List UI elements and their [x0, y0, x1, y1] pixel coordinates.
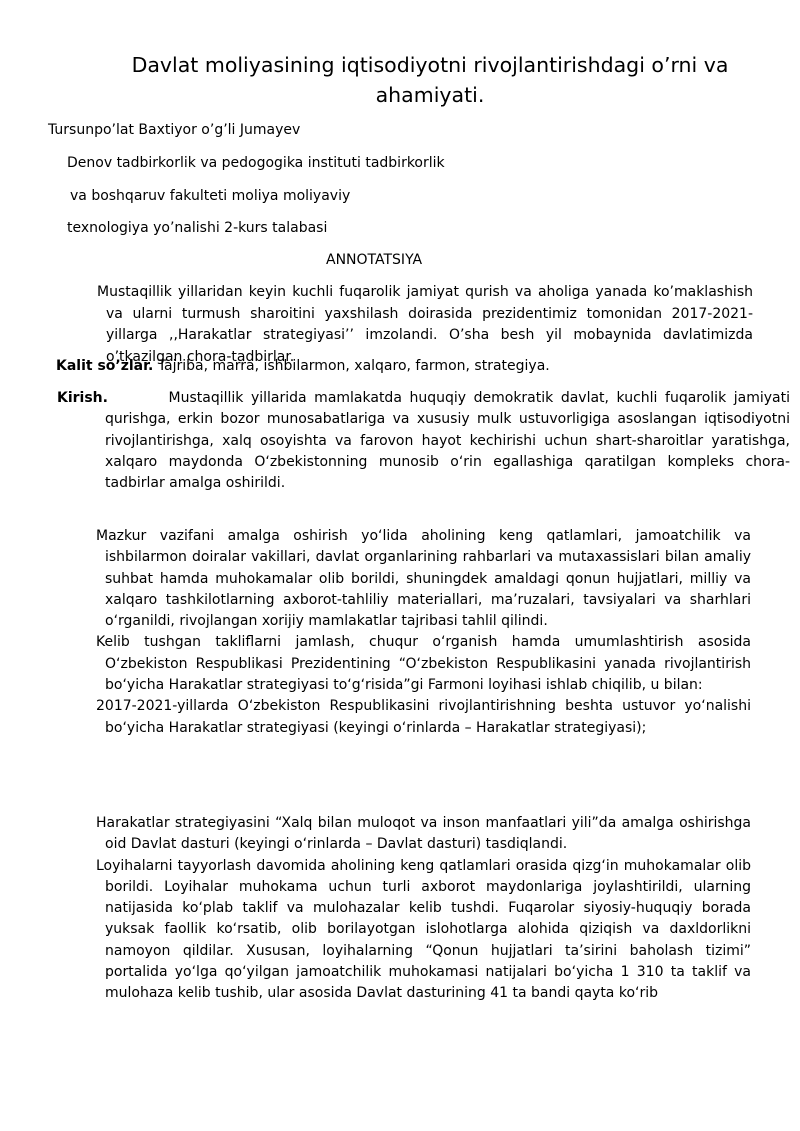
body-paragraph: Kelib tushgan takliflarni jamlash, chuqur o‘rganish hamda umumlashtirish asosida O‘zbekiston Respublikasi Prezidentining “O‘zbekiston Respublikasini yanada rivojlantirish bo‘yicha Harakatlar strategiyasi to‘g‘risida”gi Farmoni loyihasi ishlab chiqilib, u bilan: — [96, 634, 751, 694]
body-section-2 — [96, 813, 751, 1005]
body-paragraph: Harakatlar strategiyasini “Xalq bilan muloqot va inson manfaatlari yili”da amalga oshirishga oid Davlat dasturi (keyingi o‘rinlarda – Davlat dasturi) tasdiqlandi. — [96, 815, 751, 853]
affiliation-line: va boshqaruv fakulteti moliya moliyaviy — [70, 188, 351, 204]
keywords — [56, 356, 550, 376]
affiliation-line: Denov tadbirkorlik va pedogogika instituti tadbirkorlik — [67, 155, 445, 171]
affiliation-line: texnologiya yo’nalishi 2-kurs talabasi — [67, 220, 328, 236]
body-section-1 — [96, 526, 751, 739]
annotation-text: Mustaqillik yillaridan keyin kuchli fuqarolik jamiyat qurish va aholiga yanada ko’maklashish va ularni turmush sharoitini yaxshilash doirasida prezidentimiz tomonidan 2017-2021-yillarga ,,Harakatlar strategiyasi’’ imzolandi. O’sha besh yil mobaynida davlatimizda o’tkazilgan chora-tadbirlar. — [97, 284, 753, 365]
body-paragraph: Loyihalarni tayyorlash davomida aholining keng qatlamlari orasida qizg‘in muhokamalar olib borildi. Loyihalar muhokama uchun turli axborot maydonlariga joylashtirildi, ularning natijasida ko‘plab taklif va mulohazalar kelib tushdi. Fuqarolar siyosiy-huquqiy borada yuksak faollik ko‘rsatib, olib borilayotgan islohotlarga alohida qiziqish va daxldorlikni namoyon qildilar. Xususan, loyihalarning “Qonun hujjatlari ta’sirini baholash tizimi” portalida yo‘lga qo‘yilgan jamoatchilik muhokamasi natijalari bo‘yicha 1 310 ta taklif va mulohaza kelib tushib, ular asosida Davlat dasturining 41 ta bandi qayta ko‘rib — [96, 857, 751, 1002]
intro-label: Kirish. — [57, 390, 108, 406]
keywords-text: Tajriba, marra, ishbilarmon, xalqaro, farmon, strategiya. — [157, 358, 550, 374]
body-paragraph: Mazkur vazifani amalga oshirish yo‘lida aholining keng qatlamlari, jamoatchilik va ishbilarmon doiralar vakillari, davlat organlarining rahbarlari va mutaxassislari bilan amaliy suhbat hamda muhokamalar olib borildi, shuningdek amaldagi qonun hujjatlari, milliy va xalqaro tashkilotlarning axborot-tahliliy materiallari, ma’ruzalari, tavsiyalari va sharhlari o‘rganildi, rivojlangan xorijiy mamlakatlar tajribasi tahlil qilindi. — [96, 528, 751, 630]
keywords-label: Kalit so’zlar. — [56, 358, 154, 374]
paper-title: Davlat moliyasining iqtisodiyotni rivojlantirishdagi o’rni va ahamiyati. — [131, 53, 729, 107]
author-name: Tursunpo’lat Baxtiyor o’g’li Jumayev — [48, 122, 301, 138]
intro-text: Mustaqillik yillarida mamlakatda huquqiy demokratik davlat, kuchli fuqarolik jamiyati qurishga, erkin bozor munosabatlariga va xususiy mulk ustuvorligiga asoslangan iqtisodiyotni rivojlantirishga, xalq osoyishta va farovon hayot kechirishi uchun shart-sharoitlar yaratishga, xalqaro maydonda O‘zbekistonning munosib o‘rin egallashiga qaratilgan kompleks chora-tadbirlar amalga oshirildi. — [105, 390, 790, 492]
intro-paragraph — [57, 388, 790, 494]
annotation-heading: ANNOTATSIYA — [326, 252, 423, 268]
body-paragraph: 2017-2021-yillarda O‘zbekiston Respublikasini rivojlantirishning beshta ustuvor yo‘nalishi bo‘yicha Harakatlar strategiyasi (keyingi o‘rinlarda – Harakatlar strategiyasi); — [96, 698, 751, 736]
